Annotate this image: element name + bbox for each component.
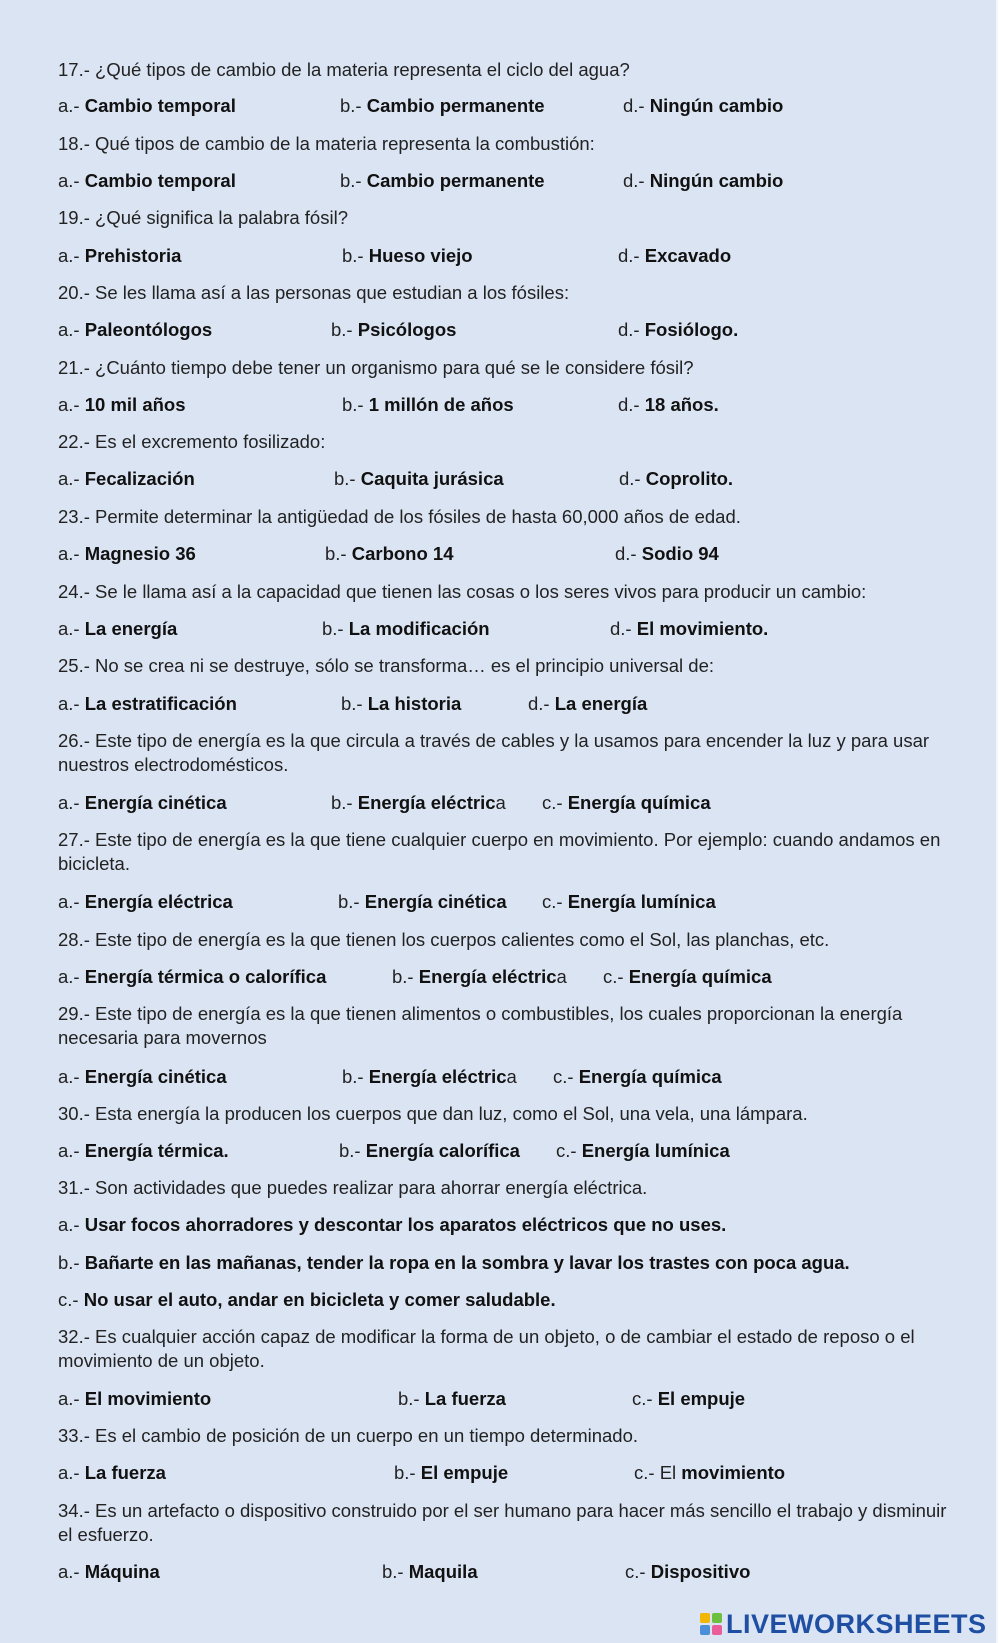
option-label: Bañarte en las mañanas, tender la ropa en la sombra y lavar los trastes con poca agua. xyxy=(84,1252,850,1273)
option-20d[interactable] xyxy=(618,318,738,342)
option-32b[interactable] xyxy=(398,1387,506,1411)
option-label: Energía cinética xyxy=(364,891,507,912)
option-prefix: b.- xyxy=(339,1140,366,1161)
option-prefix: a.- xyxy=(58,618,85,639)
option-28a[interactable] xyxy=(58,965,326,989)
option-prefix: b.- xyxy=(331,319,358,340)
option-23a[interactable] xyxy=(58,542,196,566)
option-prefix: c.- xyxy=(603,966,629,987)
option-31b[interactable] xyxy=(58,1251,850,1275)
option-prefix: a.- xyxy=(58,1214,85,1235)
option-label: Dispositivo xyxy=(650,1561,751,1582)
option-label: Energía cinética xyxy=(84,792,227,813)
option-prefix: d.- xyxy=(610,618,637,639)
liveworksheets-logo xyxy=(700,1610,987,1638)
option-prefix: b.- xyxy=(394,1462,421,1483)
question-34: 34.- Es un artefacto o dispositivo construido por el ser humano para hacer más sencillo el trabajo y disminuir el esfuerzo. xyxy=(58,1500,947,1545)
option-23d[interactable] xyxy=(615,542,719,566)
option-prefix: c.- xyxy=(542,792,568,813)
option-27c[interactable] xyxy=(542,890,716,914)
option-prefix: a.- xyxy=(58,1388,85,1409)
logo-text: LIVEWORKSHEETS xyxy=(726,1608,987,1639)
option-prefix: b.- xyxy=(398,1388,425,1409)
option-label: La fuerza xyxy=(84,1462,166,1483)
option-18b[interactable] xyxy=(340,169,545,193)
option-26a[interactable] xyxy=(58,791,227,815)
option-label: Ningún cambio xyxy=(649,170,784,191)
question-30: 30.- Esta energía la producen los cuerpos que dan luz, como el Sol, una vela, una lámpara. xyxy=(58,1103,808,1124)
option-label: Paleontólogos xyxy=(84,319,213,340)
question-23: 23.- Permite determinar la antigüedad de los fósiles de hasta 60,000 años de edad. xyxy=(58,506,741,527)
option-19b[interactable] xyxy=(342,244,473,268)
option-label: Cambio permanente xyxy=(366,170,545,191)
option-label: La fuerza xyxy=(424,1388,506,1409)
option-19d[interactable] xyxy=(618,244,731,268)
option-label: El empuje xyxy=(657,1388,746,1409)
option-prefix: b.- xyxy=(322,618,349,639)
option-label: Energía calorífica xyxy=(365,1140,520,1161)
option-prefix: a.- xyxy=(58,1140,85,1161)
option-34c[interactable] xyxy=(625,1560,750,1584)
option-34a[interactable] xyxy=(58,1560,160,1584)
option-32a[interactable] xyxy=(58,1387,211,1411)
logo-grid-icon xyxy=(700,1613,722,1635)
option-label: El movimiento xyxy=(84,1388,212,1409)
option-18d[interactable] xyxy=(623,169,783,193)
option-prefix: d.- xyxy=(623,95,650,116)
option-label: La estratificación xyxy=(84,693,237,714)
option-prefix: d.- xyxy=(618,394,645,415)
option-prefix: b.- xyxy=(340,95,367,116)
question-22: 22.- Es el excremento fosilizado: xyxy=(58,431,326,452)
option-prefix: c.- xyxy=(625,1561,651,1582)
logo-square xyxy=(712,1625,722,1635)
option-prefix: d.- xyxy=(615,543,642,564)
option-label: Excavado xyxy=(644,245,732,266)
option-30b[interactable] xyxy=(339,1139,520,1163)
option-prefix: a.- xyxy=(58,95,85,116)
option-prefix: a.- xyxy=(58,394,85,415)
option-label: Usar focos ahorradores y descontar los aparatos eléctricos que no uses. xyxy=(84,1214,727,1235)
option-suffix: a xyxy=(495,792,506,813)
option-29a[interactable] xyxy=(58,1065,227,1089)
option-label: Energía química xyxy=(628,966,772,987)
option-24d[interactable] xyxy=(610,617,768,641)
option-prefix: a.- xyxy=(58,792,85,813)
option-28b[interactable] xyxy=(392,965,567,989)
question-31: 31.- Son actividades que puedes realizar para ahorrar energía eléctrica. xyxy=(58,1177,648,1198)
option-prefix: b.- xyxy=(382,1561,409,1582)
question-27: 27.- Este tipo de energía es la que tiene cualquier cuerpo en movimiento. Por ejemplo: cuando andamos en bicicleta. xyxy=(58,829,941,874)
question-29: 29.- Este tipo de energía es la que tienen alimentos o combustibles, los cuales proporcionan la energía necesaria para movernos xyxy=(58,1003,903,1048)
option-prefix: b.- xyxy=(342,394,369,415)
question-24: 24.- Se le llama así a la capacidad que tienen las cosas o los seres vivos para producir un cambio: xyxy=(58,581,867,602)
option-27b[interactable] xyxy=(338,890,507,914)
option-label: Cambio permanente xyxy=(366,95,545,116)
option-label: Ningún cambio xyxy=(649,95,784,116)
option-22d[interactable] xyxy=(619,467,733,491)
option-25a[interactable] xyxy=(58,692,237,716)
option-label: 1 millón de años xyxy=(368,394,514,415)
question-19: 19.- ¿Qué significa la palabra fósil? xyxy=(58,207,348,228)
option-label: Energía térmica. xyxy=(84,1140,229,1161)
option-33a[interactable] xyxy=(58,1461,166,1485)
option-label: Magnesio 36 xyxy=(84,543,196,564)
option-prefix: d.- xyxy=(528,693,555,714)
option-29c[interactable] xyxy=(553,1065,722,1089)
option-26b[interactable] xyxy=(331,791,506,815)
option-20a[interactable] xyxy=(58,318,212,342)
option-22a[interactable] xyxy=(58,467,195,491)
option-26c[interactable] xyxy=(542,791,711,815)
option-prefix: b.- xyxy=(334,468,361,489)
option-prefix: a.- xyxy=(58,1066,85,1087)
option-prefix: c.- xyxy=(632,1388,658,1409)
option-label: La energía xyxy=(554,693,648,714)
option-33c[interactable] xyxy=(634,1461,785,1485)
option-prefix: a.- xyxy=(58,245,85,266)
option-label: Energía térmica o calorífica xyxy=(84,966,327,987)
option-prefix: b.- xyxy=(340,170,367,191)
option-label: 18 años. xyxy=(644,394,719,415)
option-label: Coprolito. xyxy=(645,468,734,489)
option-prefix: a.- xyxy=(58,170,85,191)
option-label: Carbono 14 xyxy=(351,543,454,564)
option-label: Cambio temporal xyxy=(84,95,236,116)
option-21b[interactable] xyxy=(342,393,514,417)
logo-square xyxy=(700,1613,710,1623)
option-prefix: b.- xyxy=(342,245,369,266)
option-prefix: d.- xyxy=(618,245,645,266)
option-suffix: a xyxy=(556,966,567,987)
option-22b[interactable] xyxy=(334,467,504,491)
logo-square xyxy=(700,1625,710,1635)
option-prefix: a.- xyxy=(58,693,85,714)
option-20b[interactable] xyxy=(331,318,456,342)
option-label: Prehistoria xyxy=(84,245,182,266)
option-label: Energía química xyxy=(567,792,711,813)
option-label: Fecalización xyxy=(84,468,195,489)
option-prefix: b.- xyxy=(58,1252,85,1273)
option-label: No usar el auto, andar en bicicleta y comer saludable. xyxy=(83,1289,556,1310)
option-label: Energía eléctric xyxy=(357,792,496,813)
option-24b[interactable] xyxy=(322,617,490,641)
option-label: Energía química xyxy=(578,1066,722,1087)
option-label: Energía eléctric xyxy=(368,1066,507,1087)
option-prefix: d.- xyxy=(623,170,650,191)
option-label: Máquina xyxy=(84,1561,160,1582)
option-label: La historia xyxy=(367,693,462,714)
option-label: Psicólogos xyxy=(357,319,457,340)
option-17a[interactable] xyxy=(58,94,236,118)
option-21a[interactable] xyxy=(58,393,186,417)
option-label: Maquila xyxy=(408,1561,478,1582)
option-prefix: a.- xyxy=(58,468,85,489)
question-20: 20.- Se les llama así a las personas que estudian a los fósiles: xyxy=(58,282,570,303)
option-prefix: d.- xyxy=(619,468,646,489)
option-prefix: c.- xyxy=(556,1140,582,1161)
option-label: movimiento xyxy=(681,1462,786,1483)
option-18a[interactable] xyxy=(58,169,236,193)
option-32c[interactable] xyxy=(632,1387,745,1411)
option-label: Sodio 94 xyxy=(641,543,719,564)
option-24a[interactable] xyxy=(58,617,177,641)
option-label: Energía cinética xyxy=(84,1066,227,1087)
option-label: La energía xyxy=(84,618,178,639)
option-17b[interactable] xyxy=(340,94,545,118)
option-prefix: a.- xyxy=(58,319,85,340)
option-prefix: b.- xyxy=(341,693,368,714)
question-18: 18.- Qué tipos de cambio de la materia representa la combustión: xyxy=(58,133,595,154)
option-prefix: b.- xyxy=(342,1066,369,1087)
option-25b[interactable] xyxy=(341,692,461,716)
logo-square xyxy=(712,1613,722,1623)
question-28: 28.- Este tipo de energía es la que tienen los cuerpos calientes como el Sol, las planchas, etc. xyxy=(58,929,830,950)
option-label: Energía lumínica xyxy=(567,891,716,912)
option-prefix: b.- xyxy=(338,891,365,912)
option-label: Energía eléctrica xyxy=(84,891,233,912)
option-34b[interactable] xyxy=(382,1560,478,1584)
option-prefix: b.- xyxy=(331,792,358,813)
option-prefix: d.- xyxy=(618,319,645,340)
option-label: Caquita jurásica xyxy=(360,468,504,489)
option-prefix: a.- xyxy=(58,1561,85,1582)
option-29b[interactable] xyxy=(342,1065,517,1089)
option-21d[interactable] xyxy=(618,393,719,417)
option-label: Energía eléctric xyxy=(418,966,557,987)
option-33b[interactable] xyxy=(394,1461,508,1485)
option-30c[interactable] xyxy=(556,1139,730,1163)
option-label: Cambio temporal xyxy=(84,170,236,191)
question-33: 33.- Es el cambio de posición de un cuerpo en un tiempo determinado. xyxy=(58,1425,639,1446)
option-17d[interactable] xyxy=(623,94,783,118)
option-31c[interactable] xyxy=(58,1288,556,1312)
option-prefix: b.- xyxy=(392,966,419,987)
option-label: La modificación xyxy=(348,618,490,639)
option-prefix: a.- xyxy=(58,966,85,987)
option-prefix: c.- xyxy=(553,1066,579,1087)
question-25: 25.- No se crea ni se destruye, sólo se transforma… es el principio universal de: xyxy=(58,655,715,676)
question-32: 32.- Es cualquier acción capaz de modificar la forma de un objeto, o de cambiar el estado de reposo o el movimiento de un objeto. xyxy=(58,1326,915,1371)
option-30a[interactable] xyxy=(58,1139,229,1163)
option-prefix: a.- xyxy=(58,543,85,564)
option-prefix: a.- xyxy=(58,1462,85,1483)
option-prefix: c.- El xyxy=(634,1462,682,1483)
option-25d[interactable] xyxy=(528,692,647,716)
option-19a[interactable] xyxy=(58,244,181,268)
question-21: 21.- ¿Cuánto tiempo debe tener un organismo para qué se le considere fósil? xyxy=(58,357,694,378)
option-31a[interactable] xyxy=(58,1213,726,1237)
option-label: El empuje xyxy=(420,1462,509,1483)
option-label: Fosiólogo. xyxy=(644,319,739,340)
option-23b[interactable] xyxy=(325,542,454,566)
option-label: El movimiento. xyxy=(636,618,769,639)
option-prefix: c.- xyxy=(542,891,568,912)
option-suffix: a xyxy=(506,1066,517,1087)
option-label: 10 mil años xyxy=(84,394,186,415)
option-prefix: b.- xyxy=(325,543,352,564)
option-prefix: a.- xyxy=(58,891,85,912)
question-26: 26.- Este tipo de energía es la que circula a través de cables y la usamos para encender la luz y para usar nuestros electrodomésticos. xyxy=(58,730,930,775)
option-label: Hueso viejo xyxy=(368,245,473,266)
option-28c[interactable] xyxy=(603,965,772,989)
question-17: 17.- ¿Qué tipos de cambio de la materia representa el ciclo del agua? xyxy=(58,59,630,80)
option-27a[interactable] xyxy=(58,890,233,914)
option-prefix: c.- xyxy=(58,1289,84,1310)
option-label: Energía lumínica xyxy=(581,1140,730,1161)
